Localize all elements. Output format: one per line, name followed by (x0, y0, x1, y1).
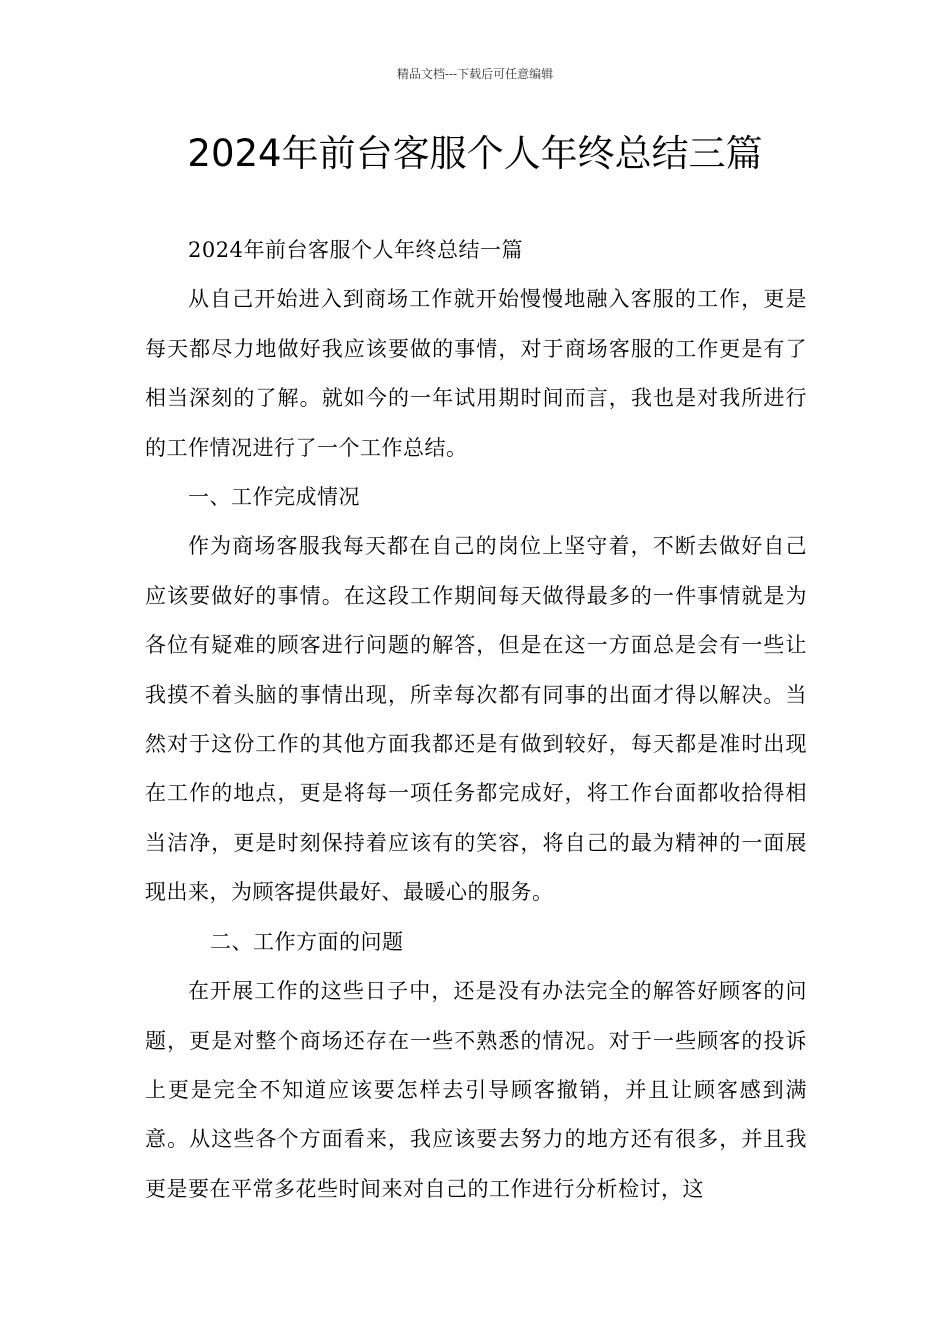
section-heading-part-one: 2024年前台客服个人年终总结一篇 (188, 238, 523, 262)
document-body (145, 226, 807, 1214)
section-heading-work-completion: 一、工作完成情况 (188, 485, 360, 510)
header-note: 精品文档---下载后可任意编辑 (396, 67, 554, 81)
section-heading-work-problems: 二、工作方面的问题 (210, 929, 404, 954)
paragraph-intro: 从自己开始进入到商场工作就开始慢慢地融入客服的工作，更是每天都尽力地做好我应该要做的事情，对于商场客服的工作更是有了相当深刻的了解。就如今的一年试用期时间而言，我也是对我所进行的工作情况进行了一个工作总结。 (145, 287, 807, 460)
document-title: 2024年前台客服个人年终总结三篇 (187, 132, 763, 175)
paragraph-work-problems: 在开展工作的这些日子中，还是没有办法完全的解答好顾客的问题，更是对整个商场还存在一些不熟悉的情况。对于一些顾客的投诉上更是完全不知道应该要怎样去引导顾客撤销，并且让顾客感到满意。从这些各个方面看来，我应该要去努力的地方还有很多，并且我更是要在平常多花些时间来对自己的工作进行分析检讨，这 (145, 979, 807, 1201)
paragraph-work-completion: 作为商场客服我每天都在自己的岗位上坚守着，不断去做好自己应该要做好的事情。在这段工作期间每天做得最多的一件事情就是为各位有疑难的顾客进行问题的解答，但是在这一方面总是会有一些让我摸不着头脑的事情出现，所幸每次都有同事的出面才得以解决。当然对于这份工作的其他方面我都还是有做到较好，每天都是准时出现在工作的地点，更是将每一项任务都完成好，将工作台面都收拾得相当洁净，更是时刻保持着应该有的笑容，将自己的最为精神的一面展现出来，为顾客提供最好、最暖心的服务。 (145, 534, 807, 905)
